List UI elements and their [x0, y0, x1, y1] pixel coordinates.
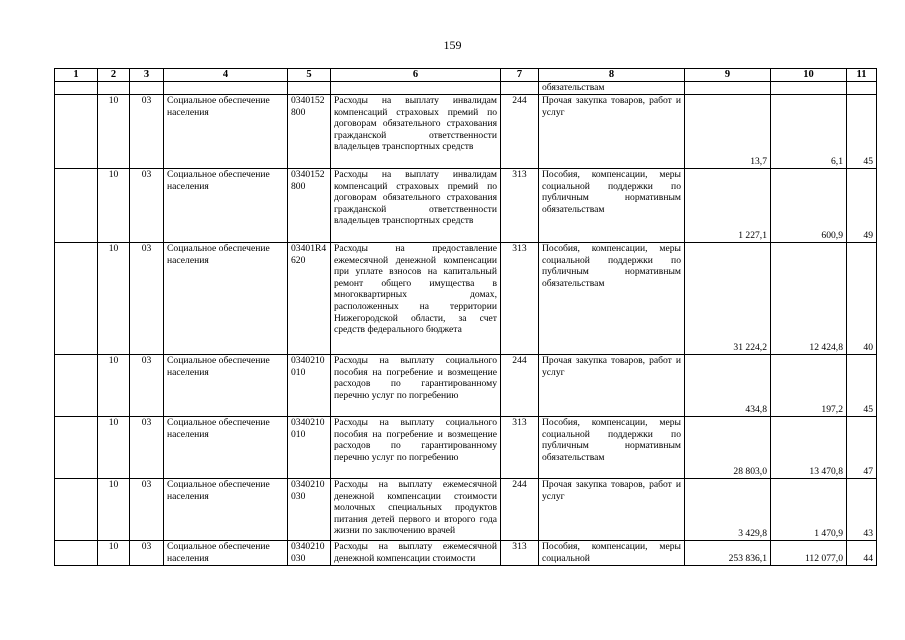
type-code-cell: 244 [501, 479, 539, 541]
type-name-cell: Пособия, компенсации, меры социальной поддержки по публичным нормативным обязательствам [539, 243, 685, 355]
description-cell: Расходы на выплату ежемесячной денежной компенсации стоимости молочных специальных продуктов питания детей первого и второго года жизни по заключению врачей [331, 479, 501, 541]
percent-cell: 45 [847, 95, 877, 169]
continuation-text: обязательствам [539, 82, 685, 95]
section-cell: 10 [98, 479, 130, 541]
table-row [55, 417, 877, 479]
column-header: 5 [288, 69, 331, 82]
type-name-cell: Пособия, компенсации, меры социальной поддержки по публичным нормативным обязательствам [539, 417, 685, 479]
amount-plan-cell: 1 227,1 [685, 169, 771, 243]
amount-fact-cell: 1 470,9 [771, 479, 847, 541]
percent-cell: 49 [847, 169, 877, 243]
percent-cell: 40 [847, 243, 877, 355]
amount-fact-cell: 600,9 [771, 169, 847, 243]
percent-cell: 43 [847, 479, 877, 541]
code-cell: 0340210030 [288, 541, 331, 566]
column-header: 2 [98, 69, 130, 82]
amount-fact-cell: 112 077,0 [771, 541, 847, 566]
name-cell: Социальное обеспечение населения [164, 95, 288, 169]
section-cell: 10 [98, 417, 130, 479]
table-row [55, 479, 877, 541]
type-code-cell: 313 [501, 243, 539, 355]
subsection-cell: 03 [130, 243, 164, 355]
description-cell: Расходы на выплату социального пособия на погребение и возмещение расходов по гарантированному перечню услуг по погребению [331, 355, 501, 417]
code-cell: 0340152800 [288, 169, 331, 243]
type-code-cell: 313 [501, 417, 539, 479]
table-row [55, 355, 877, 417]
budget-table [54, 68, 877, 566]
name-cell: Социальное обеспечение населения [164, 169, 288, 243]
amount-plan-cell: 31 224,2 [685, 243, 771, 355]
code-cell: 0340210010 [288, 417, 331, 479]
table-row [55, 95, 877, 169]
column-header: 6 [331, 69, 501, 82]
page-number: 159 [443, 38, 462, 52]
type-name-cell: Пособия, компенсации, меры социальной поддержки по публичным нормативным обязательствам [539, 169, 685, 243]
type-name-cell: Прочая закупка товаров, работ и услуг [539, 355, 685, 417]
description-cell: Расходы на выплату ежемесячной денежной компенсации стоимости [331, 541, 501, 566]
name-cell: Социальное обеспечение населения [164, 417, 288, 479]
code-cell: 03401R4620 [288, 243, 331, 355]
subsection-cell: 03 [130, 479, 164, 541]
amount-plan-cell: 3 429,8 [685, 479, 771, 541]
description-cell: Расходы на выплату инвалидам компенсаций страховых премий по договорам обязательного страхования гражданской ответственности владельцев транспортных средств [331, 169, 501, 243]
percent-cell: 45 [847, 355, 877, 417]
column-header: 4 [164, 69, 288, 82]
table-row [55, 541, 877, 566]
section-cell: 10 [98, 541, 130, 566]
column-header: 1 [55, 69, 98, 82]
section-cell: 10 [98, 169, 130, 243]
section-cell: 10 [98, 95, 130, 169]
amount-plan-cell: 13,7 [685, 95, 771, 169]
code-cell: 0340210010 [288, 355, 331, 417]
description-cell: Расходы на выплату инвалидам компенсаций страховых премий по договорам обязательного страхования гражданской ответственности владельцев транспортных средств [331, 95, 501, 169]
code-cell: 0340210030 [288, 479, 331, 541]
type-code-cell: 244 [501, 95, 539, 169]
type-name-cell: Прочая закупка товаров, работ и услуг [539, 95, 685, 169]
subsection-cell: 03 [130, 541, 164, 566]
column-header: 8 [539, 69, 685, 82]
section-cell: 10 [98, 243, 130, 355]
name-cell: Социальное обеспечение населения [164, 355, 288, 417]
column-header: 10 [771, 69, 847, 82]
type-code-cell: 313 [501, 169, 539, 243]
type-code-cell: 244 [501, 355, 539, 417]
code-cell: 0340152800 [288, 95, 331, 169]
amount-fact-cell: 13 470,8 [771, 417, 847, 479]
percent-cell: 47 [847, 417, 877, 479]
table-row [55, 169, 877, 243]
amount-fact-cell: 12 424,8 [771, 243, 847, 355]
percent-cell: 44 [847, 541, 877, 566]
type-name-cell: Прочая закупка товаров, работ и услуг [539, 479, 685, 541]
description-cell: Расходы на выплату социального пособия на погребение и возмещение расходов по гарантированному перечню услуг по погребению [331, 417, 501, 479]
subsection-cell: 03 [130, 355, 164, 417]
column-header: 3 [130, 69, 164, 82]
amount-fact-cell: 6,1 [771, 95, 847, 169]
column-header: 11 [847, 69, 877, 82]
section-cell: 10 [98, 355, 130, 417]
type-name-cell: Пособия, компенсации, меры социальной [539, 541, 685, 566]
type-code-cell: 313 [501, 541, 539, 566]
amount-plan-cell: 253 836,1 [685, 541, 771, 566]
table-row [55, 243, 877, 355]
column-header: 9 [685, 69, 771, 82]
amount-plan-cell: 28 803,0 [685, 417, 771, 479]
subsection-cell: 03 [130, 95, 164, 169]
header-row [55, 69, 877, 82]
name-cell: Социальное обеспечение населения [164, 243, 288, 355]
continuation-row [55, 82, 877, 95]
column-header: 7 [501, 69, 539, 82]
amount-fact-cell: 197,2 [771, 355, 847, 417]
amount-plan-cell: 434,8 [685, 355, 771, 417]
subsection-cell: 03 [130, 417, 164, 479]
name-cell: Социальное обеспечение населения [164, 541, 288, 566]
name-cell: Социальное обеспечение населения [164, 479, 288, 541]
subsection-cell: 03 [130, 169, 164, 243]
description-cell: Расходы на предоставление ежемесячной денежной компенсации при уплате взносов на капитальный ремонт общего имущества в многоквартирных домах, расположенных на территории Нижегородской области, за счет средств федерального бюджета [331, 243, 501, 355]
